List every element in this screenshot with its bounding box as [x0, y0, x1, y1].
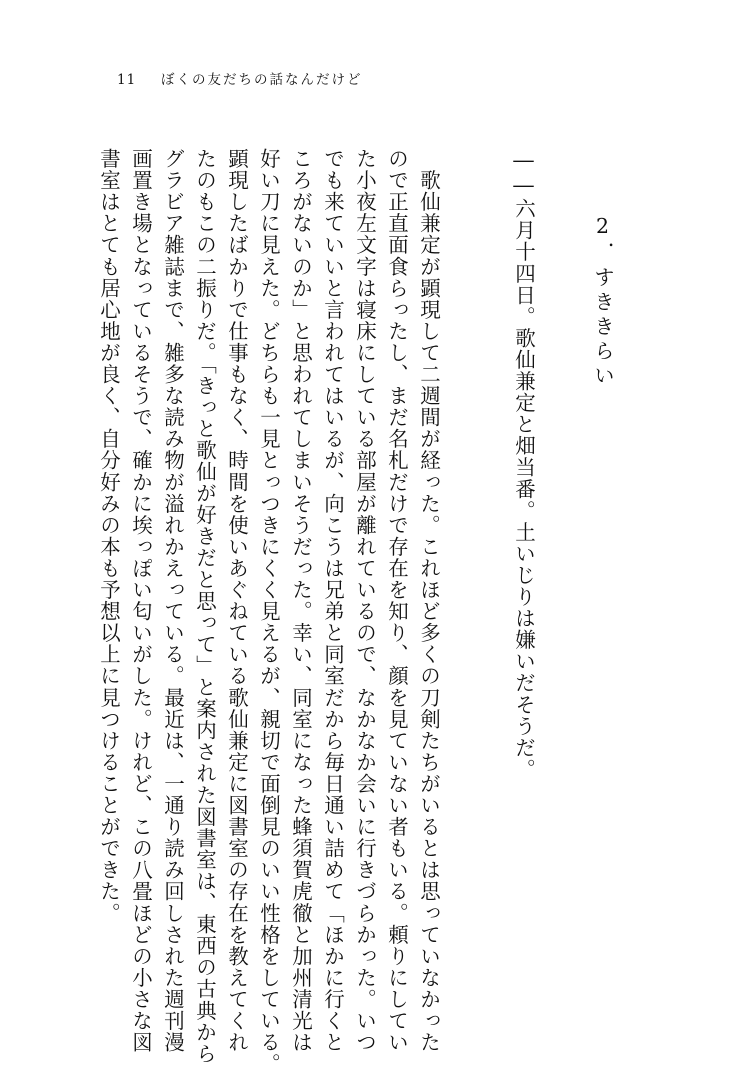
page-number: 11 — [117, 72, 137, 88]
body-line: 好い刀に見えた。どちらも一見とっつきにくく見えるが、親切で面倒見のいい性格をしている。 — [256, 148, 281, 1075]
body-line: た小夜左文字は寝床にしている部屋が離れているので、なかなか会いに行きづらかった。いつ — [352, 148, 377, 1054]
body-line: でも来ていいと言われてはいるが、向こうは兄弟と同室だから毎日通い詰めて「ほかに行くと — [320, 148, 345, 1054]
chapter-title: 2．すききらい — [590, 214, 615, 389]
body-line: たのもこの二振りだ。「きっと歌仙が好きだと思って」と案内された図書室は、東西の古典から — [192, 148, 217, 1065]
body-line: ので正直面食らったし、まだ名札だけで存在を知り、顔を見ていない者もいる。頼りにしてい — [384, 148, 409, 1054]
body-line: 顕現したばかりで仕事もなく、時間を使いあぐねている歌仙兼定に図書室の存在を教えてくれ — [224, 148, 249, 1054]
body-line: ころがないのか」と思われてしまいそうだった。幸い、同室になった蜂須賀虎徹と加州清光は — [288, 148, 313, 1054]
running-title: ぼくの友だちの話なんだけど — [161, 72, 363, 88]
body-line: 書室はとても居心地が良く、自分好みの本も予想以上に見つけることができた。 — [96, 148, 121, 924]
body-line: 画置き場となっているそうで、確かに埃っぽい匂いがした。けれど、この八畳ほどの小さな図 — [128, 148, 153, 1054]
body-line: 歌仙兼定が顕現して二週間が経った。これほど多くの刀剣たちがいるとは思っていなかった — [416, 148, 441, 1054]
date-line: ――六月十四日。歌仙兼定と畑当番。土いじりは嫌いだそうだ。 — [511, 148, 536, 780]
body-line: グラビア雑誌まで、雑多な読み物が溢れかえっている。最近は、一通り読み回しされた週刊漫 — [160, 148, 185, 1054]
